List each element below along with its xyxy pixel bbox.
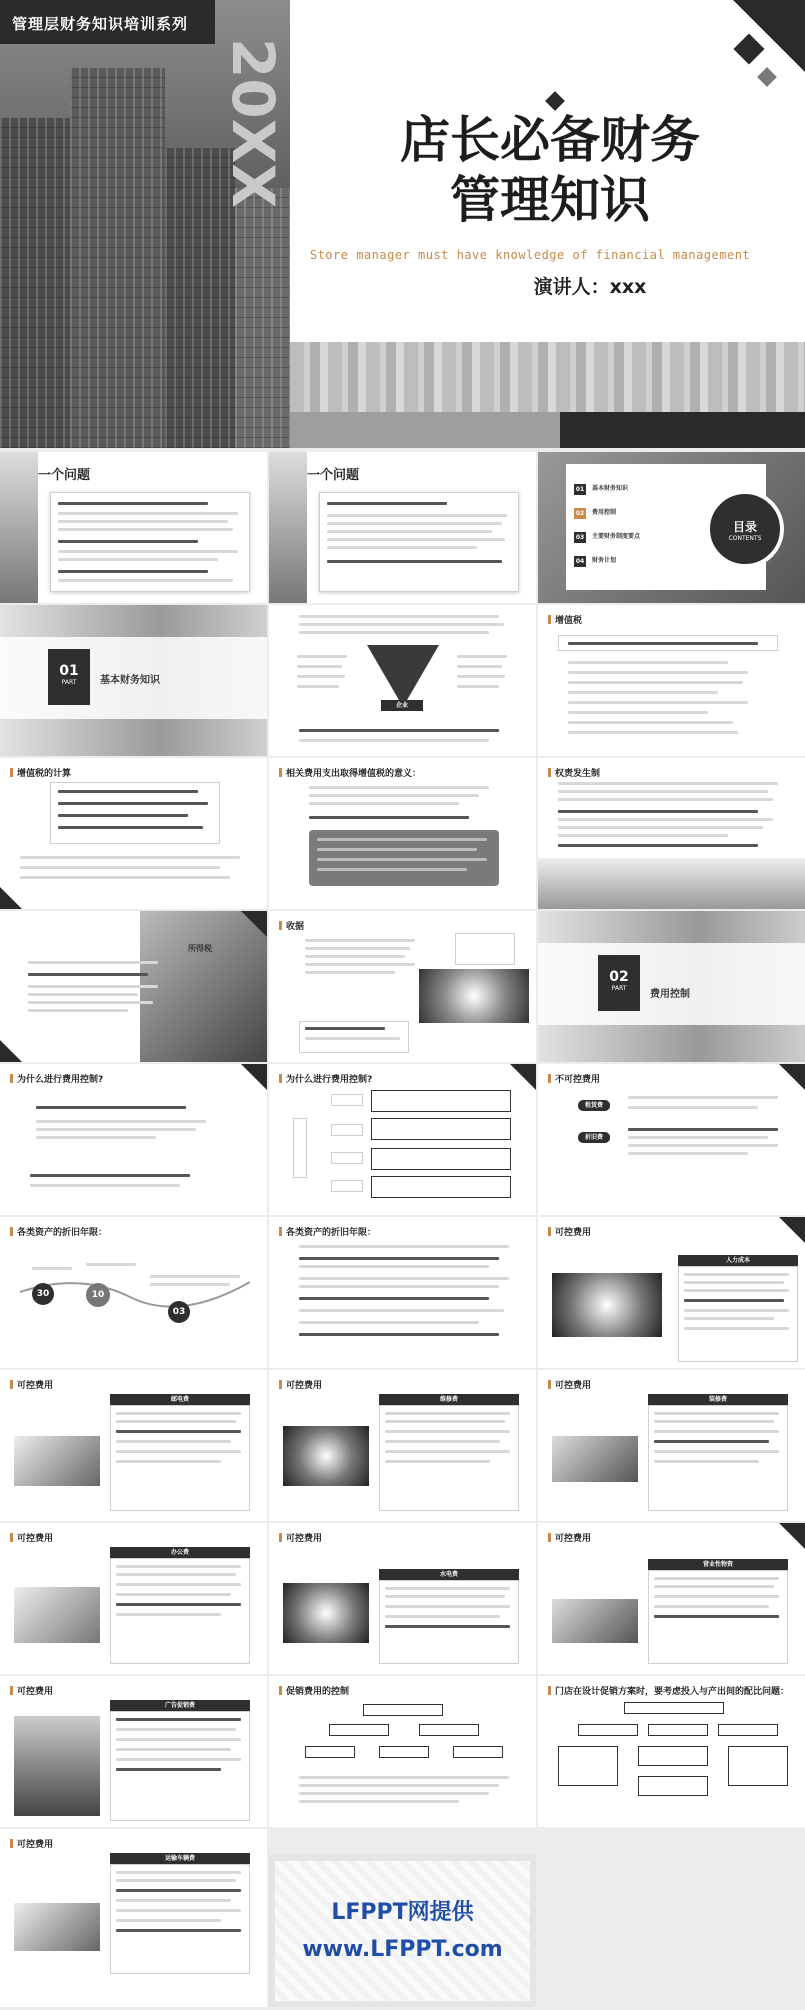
slide-thumb-question-1[interactable] [0, 452, 267, 603]
slide-title: 相关费用支出取得增值税的意义： [279, 766, 421, 779]
slide-title: 各类资产的折旧年限： [279, 1225, 376, 1238]
slide-thumb-supplies[interactable] [538, 1523, 805, 1674]
slide-thumb-input-output[interactable] [538, 1676, 805, 1827]
slide-thumb-receipt[interactable] [269, 911, 536, 1062]
toc-number: 03 [575, 534, 585, 541]
toc-number: 01 [575, 486, 585, 493]
contents-subtitle: CONTENTS [728, 535, 762, 542]
slide-thumb-labor-cost[interactable] [538, 1217, 805, 1368]
slide-thumb-vat-calc[interactable] [0, 758, 267, 909]
cost-header: 人力成本 [678, 1255, 798, 1266]
cost-header: 办公费 [110, 1547, 250, 1558]
slide-thumb-part-01[interactable] [0, 605, 267, 756]
slide-title: 各类资产的折旧年限： [10, 1225, 107, 1238]
toc-item[interactable]: 主要财务制度要点 [592, 533, 641, 540]
contents-title: 目录 [732, 520, 757, 534]
part-label: PART [61, 679, 77, 686]
cost-header: 邮电费 [110, 1394, 250, 1405]
slide-thumb-why-control-1[interactable] [0, 1064, 267, 1215]
provider-url[interactable]: www.LFPPT.com [302, 1937, 503, 1962]
slide-thumb-part-02[interactable] [538, 911, 805, 1062]
slide-thumb-question-2[interactable] [269, 452, 536, 603]
slide-title: 收据 [279, 919, 304, 932]
years-circle: 03 [168, 1301, 190, 1323]
slide-thumb-enterprise[interactable] [269, 605, 536, 756]
slide-title: 所得税 [188, 944, 212, 953]
cost-header: 装修费 [648, 1394, 788, 1405]
slide-title: 门店在设计促销方案时，要考虑投入与产出间的配比问题： [548, 1684, 789, 1697]
contents-badge [706, 490, 784, 568]
part-title: 基本财务知识 [100, 675, 160, 686]
year-watermark: 20XX [219, 38, 287, 209]
ground-bar-dark [560, 412, 805, 448]
part-number-box [48, 649, 90, 705]
slide-title: 可控费用 [548, 1225, 591, 1238]
cost-header: 广告促销费 [110, 1700, 250, 1711]
slide-thumb-income-tax[interactable] [0, 911, 267, 1062]
slide-thumb-depreciation-1[interactable] [0, 1217, 267, 1368]
slide-title: 不可控费用 [548, 1072, 600, 1085]
part-number: 01 [59, 663, 79, 679]
slide-title: 权责发生制 [548, 766, 600, 779]
slide-title: 促销费用的控制 [279, 1684, 349, 1697]
cost-header: 营业性物资 [648, 1559, 788, 1570]
toc-item[interactable]: 费用控制 [592, 509, 617, 516]
enterprise-label: 企业 [381, 700, 423, 711]
slide-title: 可控费用 [10, 1684, 53, 1697]
series-label: 管理层财务知识培训系列 [12, 15, 189, 33]
slide-title: 可控费用 [10, 1378, 53, 1391]
slide-thumb-transport[interactable] [0, 1829, 267, 2007]
years-circle: 30 [32, 1283, 54, 1305]
cost-header: 维修费 [379, 1394, 519, 1405]
diamond-shape [545, 91, 565, 111]
slide-title: 增值税 [548, 613, 582, 626]
series-banner [0, 0, 215, 44]
part-number-box [598, 955, 640, 1011]
slide-thumb-uncontrollable[interactable] [538, 1064, 805, 1215]
slide-thumb-renovation[interactable] [538, 1370, 805, 1521]
slide-thumb-depreciation-2[interactable] [269, 1217, 536, 1368]
corner-triangle [733, 0, 805, 72]
slide-thumb-why-control-2[interactable] [269, 1064, 536, 1215]
slide-thumb-accrual[interactable] [538, 758, 805, 909]
tag-depreciation: 折旧费 [578, 1132, 610, 1143]
slide-title: 可控费用 [10, 1531, 53, 1544]
city-skyline [290, 342, 805, 412]
slide-title: 可控费用 [279, 1531, 322, 1544]
tag-rent: 租赁费 [578, 1100, 610, 1111]
part-number: 02 [609, 969, 629, 985]
toc-item[interactable]: 基本财务知识 [592, 485, 629, 492]
watermark-banner[interactable] [269, 1855, 536, 2007]
slide-title: 可控费用 [279, 1378, 322, 1391]
provider-label: LFPPT网提供 [331, 1900, 474, 1925]
toc-number: 02 [575, 510, 585, 517]
cover-title [340, 110, 760, 230]
slide-title: 增值税的计算 [10, 766, 71, 779]
slide-title: 可控费用 [548, 1531, 591, 1544]
slide-title: 可控费用 [10, 1837, 53, 1850]
title-line-2: 管理知识 [450, 171, 650, 229]
slide-thumb-office[interactable] [0, 1523, 267, 1674]
enterprise-triangle [367, 645, 439, 707]
title-line-1: 店长必备财务 [400, 111, 700, 169]
slide-title: 为什么进行费用控制? [279, 1072, 372, 1085]
slide-thumb-maintenance[interactable] [269, 1370, 536, 1521]
slide-thumb-vat[interactable] [538, 605, 805, 756]
slide-thumb-expense-vat[interactable] [269, 758, 536, 909]
slide-title: 为什么进行费用控制? [10, 1072, 103, 1085]
english-subtitle: Store manager must have knowledge of financial management [309, 248, 751, 262]
cost-header: 运输车辆费 [110, 1853, 250, 1864]
part-label: PART [611, 985, 627, 992]
cost-header: 水电费 [379, 1569, 519, 1580]
slide-thumb-utilities[interactable] [269, 1523, 536, 1674]
speaker-label: 演讲人：xxx [533, 276, 647, 298]
slide-title: 一个问题 [307, 468, 360, 483]
slide-title: 可控费用 [548, 1378, 591, 1391]
slide-thumb-promotion[interactable] [0, 1676, 267, 1827]
toc-item[interactable]: 财务计划 [592, 557, 617, 564]
slide-title: 一个问题 [38, 468, 91, 483]
slide-thumb-contents[interactable] [538, 452, 805, 603]
years-circle: 10 [86, 1283, 110, 1307]
slide-thumb-promo-control[interactable] [269, 1676, 536, 1827]
cover-slide[interactable] [0, 0, 805, 448]
part-title: 费用控制 [650, 989, 690, 1000]
toc-number: 04 [575, 558, 585, 565]
slide-thumb-postage[interactable] [0, 1370, 267, 1521]
